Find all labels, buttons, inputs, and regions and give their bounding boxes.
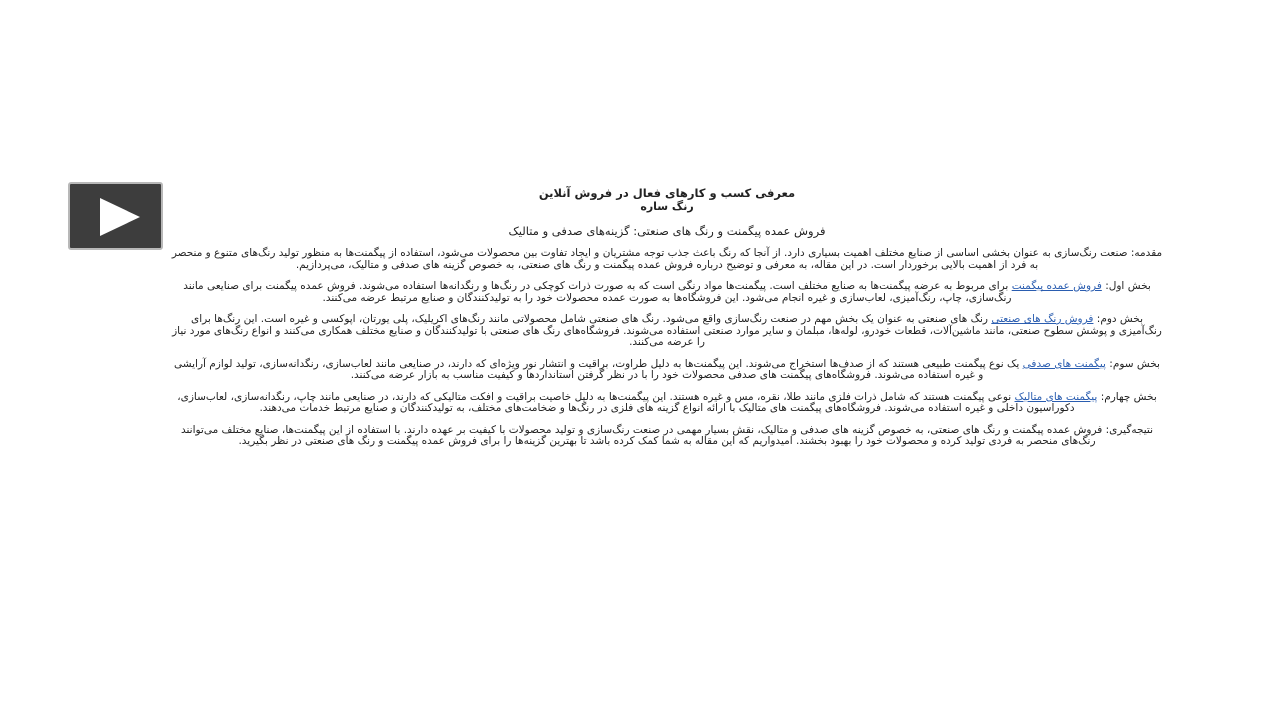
intro-paragraph: مقدمه: صنعت رنگ‌سازی به عنوان بخشی اساسی از صنایع مختلف اهمیت بسیاری دارد. از آنجا که رنگ باعث جذب توجه مشتریان و ایجاد تفاوت بین محصولات می‌شود، استفاده از پیگمنت‌ها به منظور تولید رنگ‌های متنوع و منحصر به فرد از اهمیت بالایی برخوردار است. در این مقاله، به معرفی و توضیح درباره فروش عمده پیگمنت و رنگ های صنعتی، به خصوص گزینه های صدفی و متالیک، می‌پردازیم. bbox=[171, 247, 1163, 271]
part1-text: برای مربوط به عرضه پیگمنت‌ها به صنایع مختلف است. پیگمنت‌ها مواد رنگی است که به صورت ذرات کوچکی در رنگ‌ها و رنگدانه‌ها استفاده می‌شوند. فروش عمده پیگمنت برای صنایعی مانند رنگ‌سازی، چاپ، رنگ‌آمیزی، لعاب‌سازی و غیره انجام می‌شود. این فروشگاه‌ها به صورت عمده محصولات خود را به تولیدکنندگان و صنایع مرتبط عرضه می‌کنند. bbox=[183, 280, 1012, 304]
part4-label: بخش چهارم: bbox=[1097, 390, 1157, 403]
conclusion-paragraph: نتیجه‌گیری: فروش عمده پیگمنت و رنگ های صنعتی، به خصوص گزینه های صدفی و متالیک، نقش بسیار مهمی در صنعت رنگ‌سازی و تولید محصولات با کیفیت بر عهده دارند. با استفاده از این پیگمنت‌ها، صنایع مختلف می‌توانند رنگ‌های منحصر به فردی تولید کرده و محصولات خود را بهبود بخشند. امیدواریم که این مقاله به شما کمک کرده باشد تا بهترین گزینه‌ها را برای فروش عمده پیگمنت و رنگ های صنعتی در نظر بگیرید. bbox=[180, 423, 1154, 447]
article-heading: فروش عمده پیگمنت و رنگ های صنعتی: گزینه‌های صدفی و متالیک bbox=[508, 224, 826, 238]
part1-paragraph bbox=[170, 281, 1164, 304]
industrial-paint-link[interactable]: فروش رنگ های صنعتی bbox=[991, 313, 1094, 325]
part1-label: بخش اول: bbox=[1101, 280, 1151, 292]
part4-text: نوعی پیگمنت هستند که شامل ذرات فلزی مانند طلا، نقره، مس و غیره هستند. این پیگمنت‌ها به دلیل خاصیت براقیت و افکت متالیکی که دارند، در صنایعی مانند چاپ، رنگدانه‌سازی، لعاب‌سازی، دکوراسیون داخلی و غیره استفاده می‌شوند. فروشگاه‌های پیگمنت های متالیک با ارائه انواع گزینه های فلزی در رنگ‌ها و ضخامت‌های مختلف، به تولیدکنندگان و صنایع مرتبط خدمات می‌دهند. bbox=[177, 390, 1075, 414]
part4-paragraph bbox=[170, 392, 1164, 415]
play-button[interactable] bbox=[68, 182, 163, 250]
article-title: معرفی کسب و کارهای فعال در فروش آنلاین bbox=[538, 186, 796, 200]
wholesale-pigment-link[interactable]: فروش عمده پیگمنت bbox=[1011, 280, 1102, 292]
article bbox=[170, 186, 1164, 458]
part3-paragraph bbox=[170, 359, 1164, 382]
part3-text: یک نوع پیگمنت طبیعی هستند که از صدف‌ها استخراج می‌شوند. این پیگمنت‌ها به دلیل طراوت، براقیت و انتشار نور ویژه‌ای که دارند، در صنایعی مانند لعاب‌سازی، رنگدانه‌سازی، تولید لوازم آرایشی و غیره استفاده می‌شوند. فروشگاه‌های پیگمنت های صدفی محصولات خود را با در نظر گرفتن استانداردها و کیفیت مناسب به بازار عرضه می‌کنند. bbox=[174, 357, 1023, 381]
article-subtitle: رنگ ساره bbox=[640, 200, 694, 213]
part3-label: بخش سوم: bbox=[1105, 357, 1160, 370]
play-icon bbox=[100, 198, 140, 236]
part2-label: بخش دوم: bbox=[1093, 313, 1143, 325]
pearl-pigment-link[interactable]: پیگمنت های صدفی bbox=[1022, 357, 1106, 370]
metallic-pigment-link[interactable]: پیگمنت های متالیک bbox=[1014, 390, 1098, 403]
part2-paragraph bbox=[170, 314, 1164, 349]
part2-text: رنگ های صنعتی به عنوان یک بخش مهم در صنعت رنگ‌سازی واقع می‌شود. رنگ های صنعتی شامل محصولاتی مانند رنگ‌های اکریلیک، پلی یورتان، اپوکسی و غیره است. این رنگ‌ها برای رنگ‌آمیزی و پوشش سطوح صنعتی، مانند ماشین‌آلات، قطعات خودرو، لوله‌ها، مبلمان و سایر موارد صنعتی استفاده می‌شوند. فروشگاه‌های رنگ های صنعتی با تولیدکنندگان و صنایع مختلف همکاری می‌کنند و انواع رنگ‌های مورد نیاز را عرضه می‌کنند. bbox=[172, 313, 1162, 348]
